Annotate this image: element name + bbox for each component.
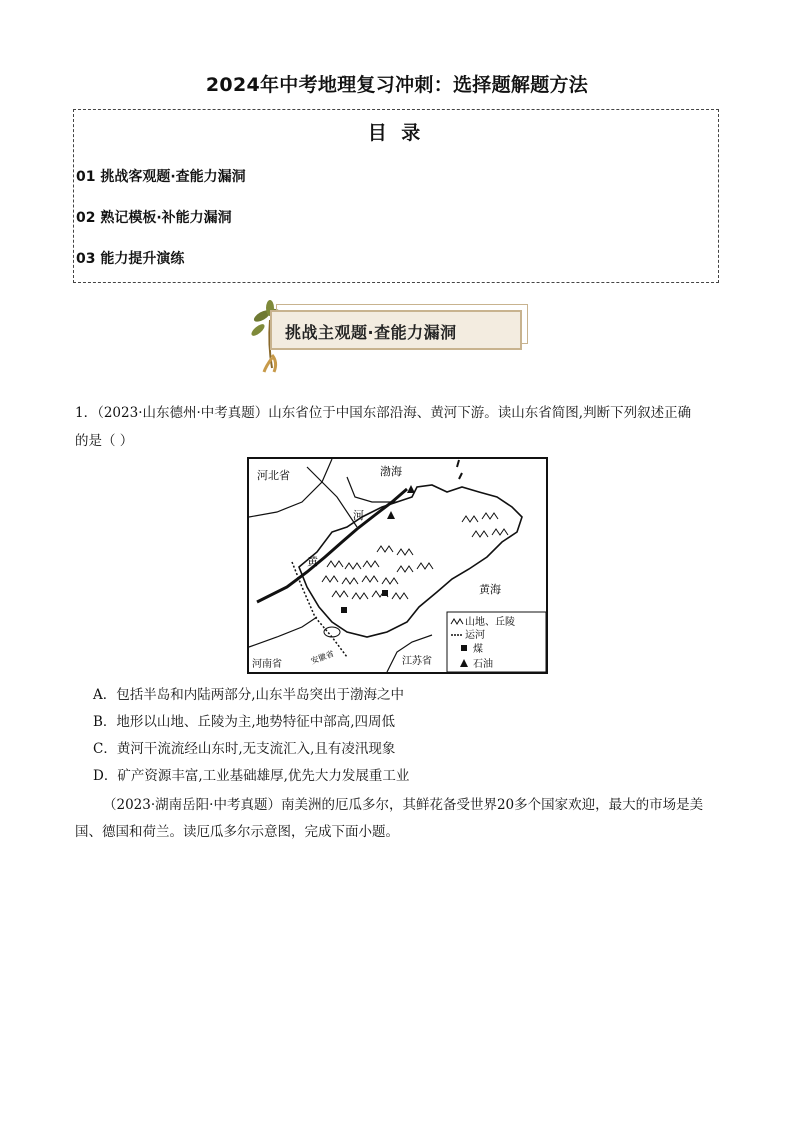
label-huanghai: 黄海 — [479, 583, 501, 596]
passage-ecuador: （2023·湖南岳阳·中考真题）南美洲的厄瓜多尔，其鲜花备受世界20多个国家欢迎，最大的市场是美国、德国和荷兰。读厄瓜多尔示意图，完成下面小题。 — [75, 797, 704, 840]
option-a[interactable]: A．包括半岛和内陆两部分,山东半岛突出于渤海之中 — [93, 687, 405, 703]
option-d[interactable]: D．矿产资源丰富,工业基础雄厚,优先大力发展重工业 — [93, 768, 410, 784]
question-1-stem-line2: 的是（ ） — [75, 433, 134, 449]
label-hebei: 河北省 — [257, 469, 290, 482]
label-bohai: 渤海 — [380, 465, 402, 478]
legend-mountains: 山地、丘陵 — [465, 617, 515, 628]
toc-heading: 目 录 — [367, 122, 425, 144]
question-1-stem-line1: 1．（2023·山东德州·中考真题）山东省位于中国东部沿海、黄河下游。读山东省简图,判断下列叙述正确 — [75, 405, 692, 421]
label-jiangsu: 江苏省 — [402, 656, 432, 667]
option-b[interactable]: B．地形以山地、丘陵为主,地势特征中部高,四周低 — [93, 714, 396, 730]
legend-coal: 煤 — [473, 644, 483, 655]
section-banner — [240, 300, 540, 375]
toc-item-1[interactable]: 01 挑战客观题·查能力漏洞 — [76, 169, 246, 185]
table-of-contents — [73, 109, 719, 283]
toc-item-2[interactable]: 02 熟记模板·补能力漏洞 — [76, 210, 232, 226]
label-huang: 黄 — [307, 555, 318, 568]
label-henan: 河南省 — [252, 659, 282, 670]
label-anhui: 安徽省 — [309, 649, 336, 666]
option-c[interactable]: C．黄河干流流经山东时,无支流汇入,且有凌汛现象 — [93, 741, 396, 757]
document-title: 2024年中考地理复习冲刺：选择题解题方法 — [205, 74, 589, 96]
shandong-map — [247, 457, 548, 674]
label-he: 河 — [353, 509, 364, 522]
banner-label: 挑战主观题·查能力漏洞 — [285, 323, 457, 342]
toc-item-3[interactable]: 03 能力提升演练 — [76, 251, 185, 267]
map-legend — [447, 612, 546, 672]
question-1-stem — [75, 399, 725, 455]
legend-oil: 石油 — [473, 659, 493, 670]
legend-canal: 运河 — [465, 630, 485, 641]
